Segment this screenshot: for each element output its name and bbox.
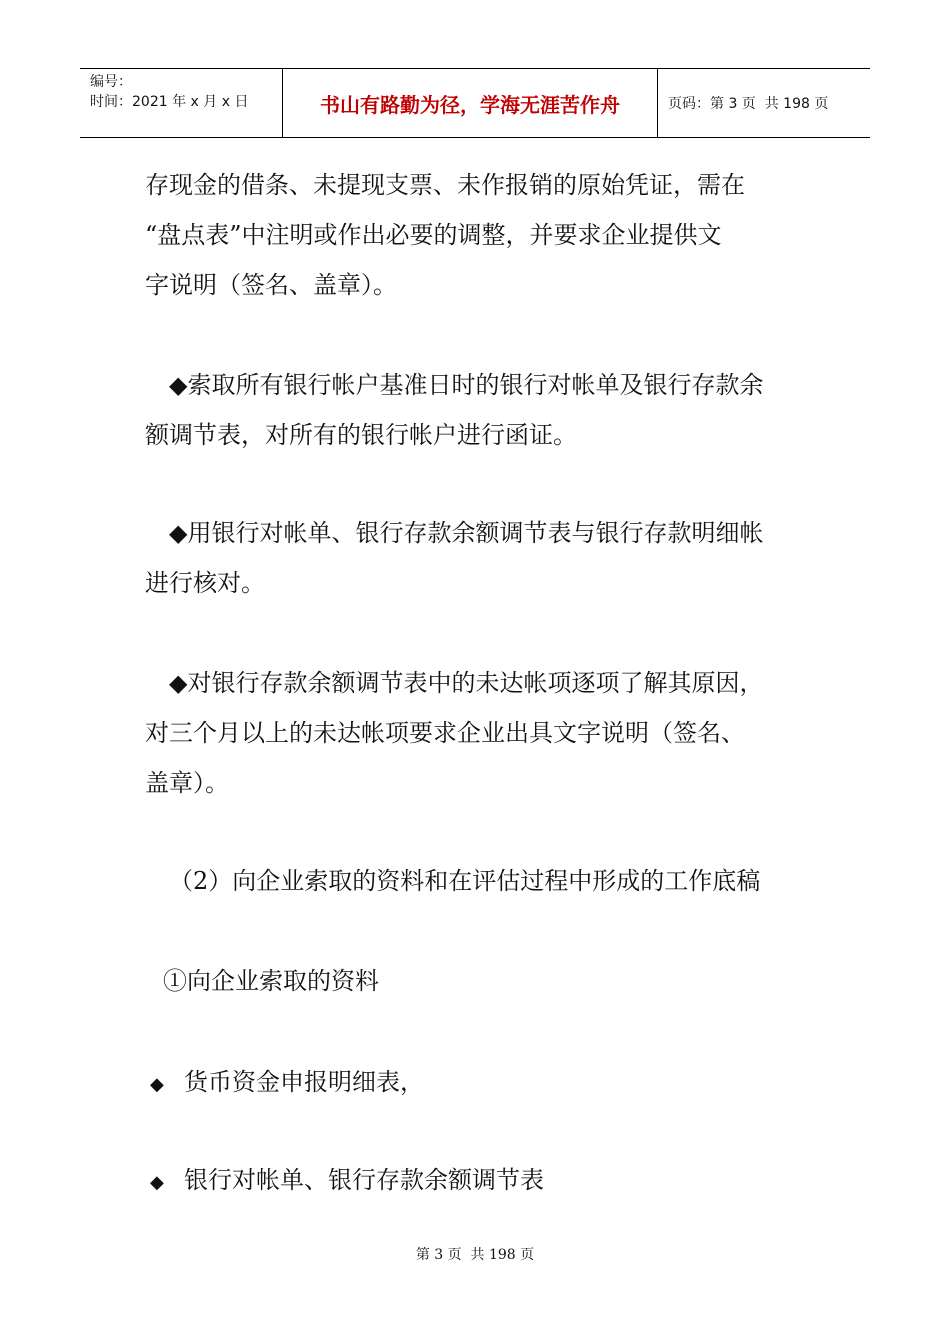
text-line: 字说明（签名、盖章）。 (145, 271, 397, 299)
page-header (80, 68, 870, 138)
paragraph-bank-statements (145, 360, 825, 460)
text-line: 盖章）。 (145, 769, 229, 797)
text-line: ◆用银行对帐单、银行存款余额调节表与银行存款明细帐 (169, 519, 764, 547)
header-motto: 书山有路勤为径，学海无涯苦作舟 (283, 69, 658, 137)
text-line: 对三个月以上的未达帐项要求企业出具文字说明（签名、 (145, 719, 745, 747)
text-line: 进行核对。 (145, 569, 265, 597)
text-line: ◆对银行存款余额调节表中的未达帐项逐项了解其原因， (169, 669, 764, 697)
list-item-text: 银行对帐单、银行存款余额调节表 (184, 1166, 544, 1194)
subsection-heading-1 (145, 956, 825, 1006)
text-line: “盘点表”中注明或作出必要的调整，并要求企业提供文 (145, 221, 722, 249)
text-line: 额调节表，对所有的银行帐户进行函证。 (145, 421, 577, 449)
document-number-label: 编号： (90, 74, 132, 90)
text-line: ◆索取所有银行帐户基准日时的银行对帐单及银行存款余 (169, 371, 764, 399)
text-line: 存现金的借条、未提现支票、未作报销的原始凭证，需在 (145, 171, 745, 199)
header-page-info: 页码：第 3 页 共 198 页 (668, 96, 829, 112)
list-item-text: 货币资金申报明细表， (184, 1068, 424, 1096)
list-item (150, 1062, 424, 1105)
section-title: （2）向企业索取的资料和在评估过程中形成的工作底稿 (169, 867, 761, 895)
diamond-bullet-icon: ◆ (150, 1074, 164, 1095)
document-date: 时间：2021 年 x 月 x 日 (90, 94, 249, 110)
paragraph-cash-review (145, 160, 825, 310)
header-left-cell (80, 69, 283, 137)
diamond-bullet-icon: ◆ (150, 1172, 164, 1193)
paragraph-outstanding-items (145, 658, 825, 808)
page-footer: 第 3 页 共 198 页 (415, 1247, 535, 1263)
section-heading-2 (145, 856, 825, 906)
paragraph-reconciliation (145, 508, 825, 608)
list-item (150, 1160, 544, 1203)
subsection-title: ①向企业索取的资料 (163, 967, 379, 995)
